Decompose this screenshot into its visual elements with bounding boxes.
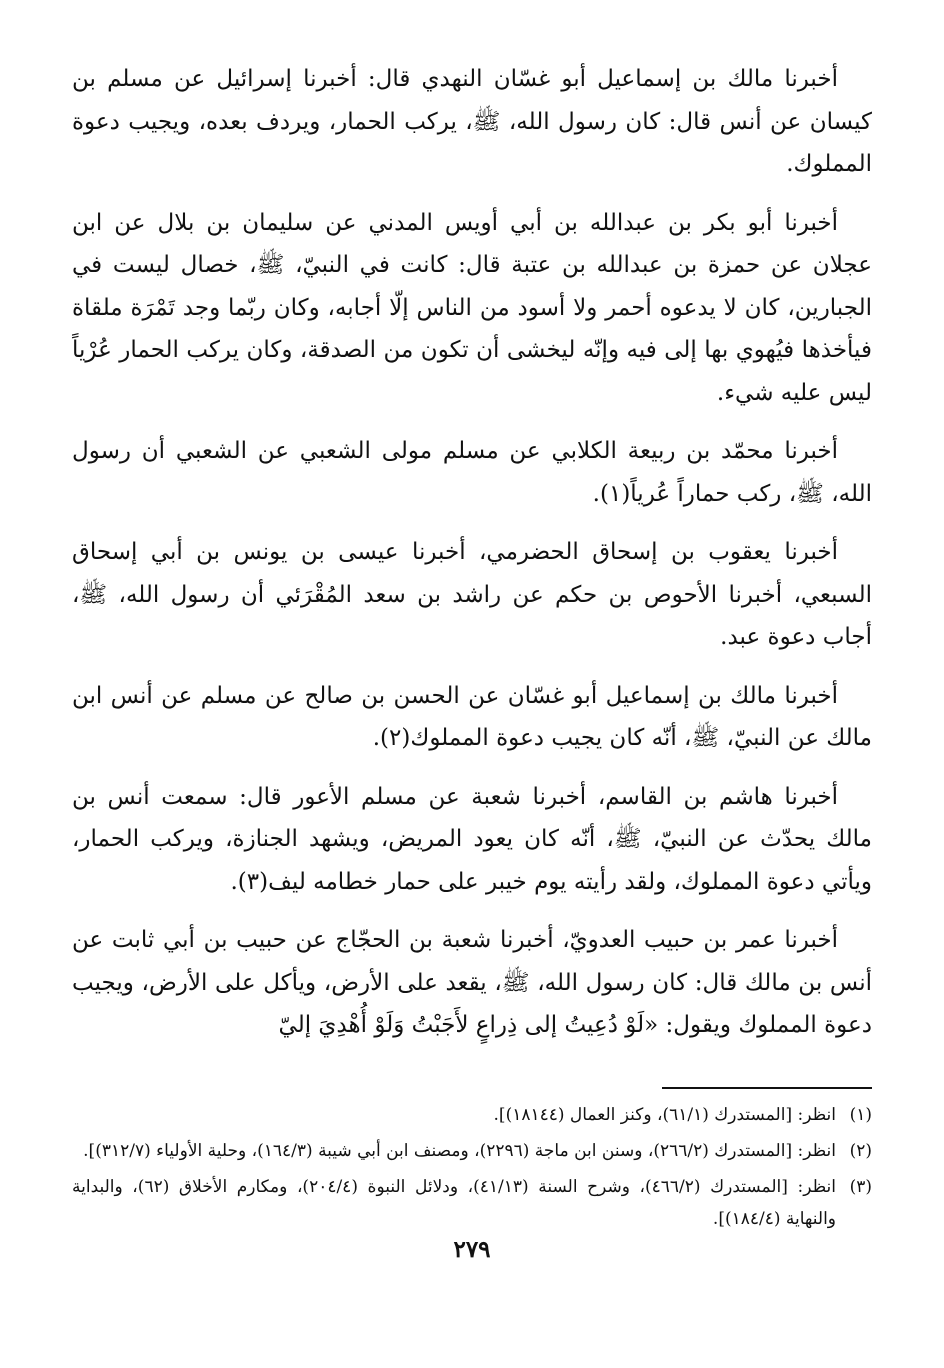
footnotes <box>72 1099 872 1235</box>
footnote-3 <box>72 1171 872 1235</box>
main-text <box>72 58 872 1047</box>
footnote-number: (٣) <box>849 1176 872 1197</box>
paragraph-2: أخبرنا أبو بكر بن عبدالله بن أبي أويس المدني عن سليمان بن بلال عن ابن عجلان عن حمزة بن عبدالله بن عتبة قال: كانت في النبيّ، ﷺ، خصال ليست في الجبارين، كان لا يدعوه أحمر ولا أسود من الناس إلّا أجابه، وكان ربّما وجد تَمْرَة ملقاة فيأخذها فيُهوي بها إلى فيه وإنّه ليخشى أن تكون من الصدقة، وكان يركب الحمار عُرْياً ليس عليه شيء. <box>72 209 872 406</box>
paragraph-6: أخبرنا هاشم بن القاسم، أخبرنا شعبة عن مسلم الأعور قال: سمعت أنس بن مالك يحدّث عن النبيّ، ﷺ، أنّه كان يعود المريض، ويشهد الجنازة، ويركب الحمار، ويأتي دعوة المملوك، ولقد رأيته يوم خيبر على حمار خطامه ليف(٣). <box>72 783 872 895</box>
footnote-number: (٢) <box>849 1140 872 1161</box>
paragraph-4: أخبرنا يعقوب بن إسحاق الحضرمي، أخبرنا عيسى بن يونس بن أبي إسحاق السبعي، أخبرنا الأحوص بن حكم عن راشد بن سعد المُقْرَئي أن رسول الله، ﷺ، أجاب دعوة عبد. <box>72 539 872 650</box>
footnote-number: (١) <box>849 1104 872 1125</box>
footnote-text: انظر: [المستدرك (٤٦٦/٢)، وشرح السنة (٤١/١٣)، ودلائل النبوة (٢٠٤/٤)، ومكارم الأخلاق (٦٢)، والبداية والنهاية (١٨٤/٤)]. <box>72 1176 836 1229</box>
footnote-text: انظر: [المستدرك (٦١/١)، وكنز العمال (١٨١٤٤)]. <box>493 1104 836 1125</box>
paragraph-1: أخبرنا مالك بن إسماعيل أبو غسّان النهدي قال: أخبرنا إسرائيل عن مسلم بن كيسان عن أنس قال: كان رسول الله، ﷺ، يركب الحمار، ويردف بعده، ويجيب دعوة المملوك. <box>72 66 872 177</box>
footnote-1 <box>72 1099 872 1131</box>
footnote-divider <box>662 1087 872 1089</box>
paragraph-3: أخبرنا محمّد بن ربيعة الكلابي عن مسلم مولى الشعبي عن الشعبي أن رسول الله، ﷺ، ركب حماراً عُرياً(١). <box>72 438 872 507</box>
footnote-2 <box>72 1135 872 1167</box>
paragraph-5: أخبرنا مالك بن إسماعيل أبو غسّان عن الحسن بن صالح عن مسلم عن أنس ابن مالك عن النبيّ، ﷺ، أنّه كان يجيب دعوة المملوك(٢). <box>72 682 872 751</box>
paragraph-7: أخبرنا عمر بن حبيب العدويّ، أخبرنا شعبة بن الحجّاج عن حبيب بن أبي ثابت عن أنس بن مالك قال: كان رسول الله، ﷺ، يقعد على الأرض، ويأكل على الأرض، ويجيب دعوة المملوك ويقول: «لَوْ دُعِيتُ إلى ذِراعٍ لأَجَبْتُ وَلَوْ أُهْدِيَ إليّ <box>72 927 872 1038</box>
page-number: ٢٧٩ <box>453 1236 491 1263</box>
footnote-text: انظر: [المستدرك (٢٦٦/٢)، وسنن ابن ماجة (٢٢٩٦)، ومصنف ابن أبي شيبة (١٦٤/٣)، وحلية الأولياء (٣١٢/٧)]. <box>83 1140 836 1161</box>
